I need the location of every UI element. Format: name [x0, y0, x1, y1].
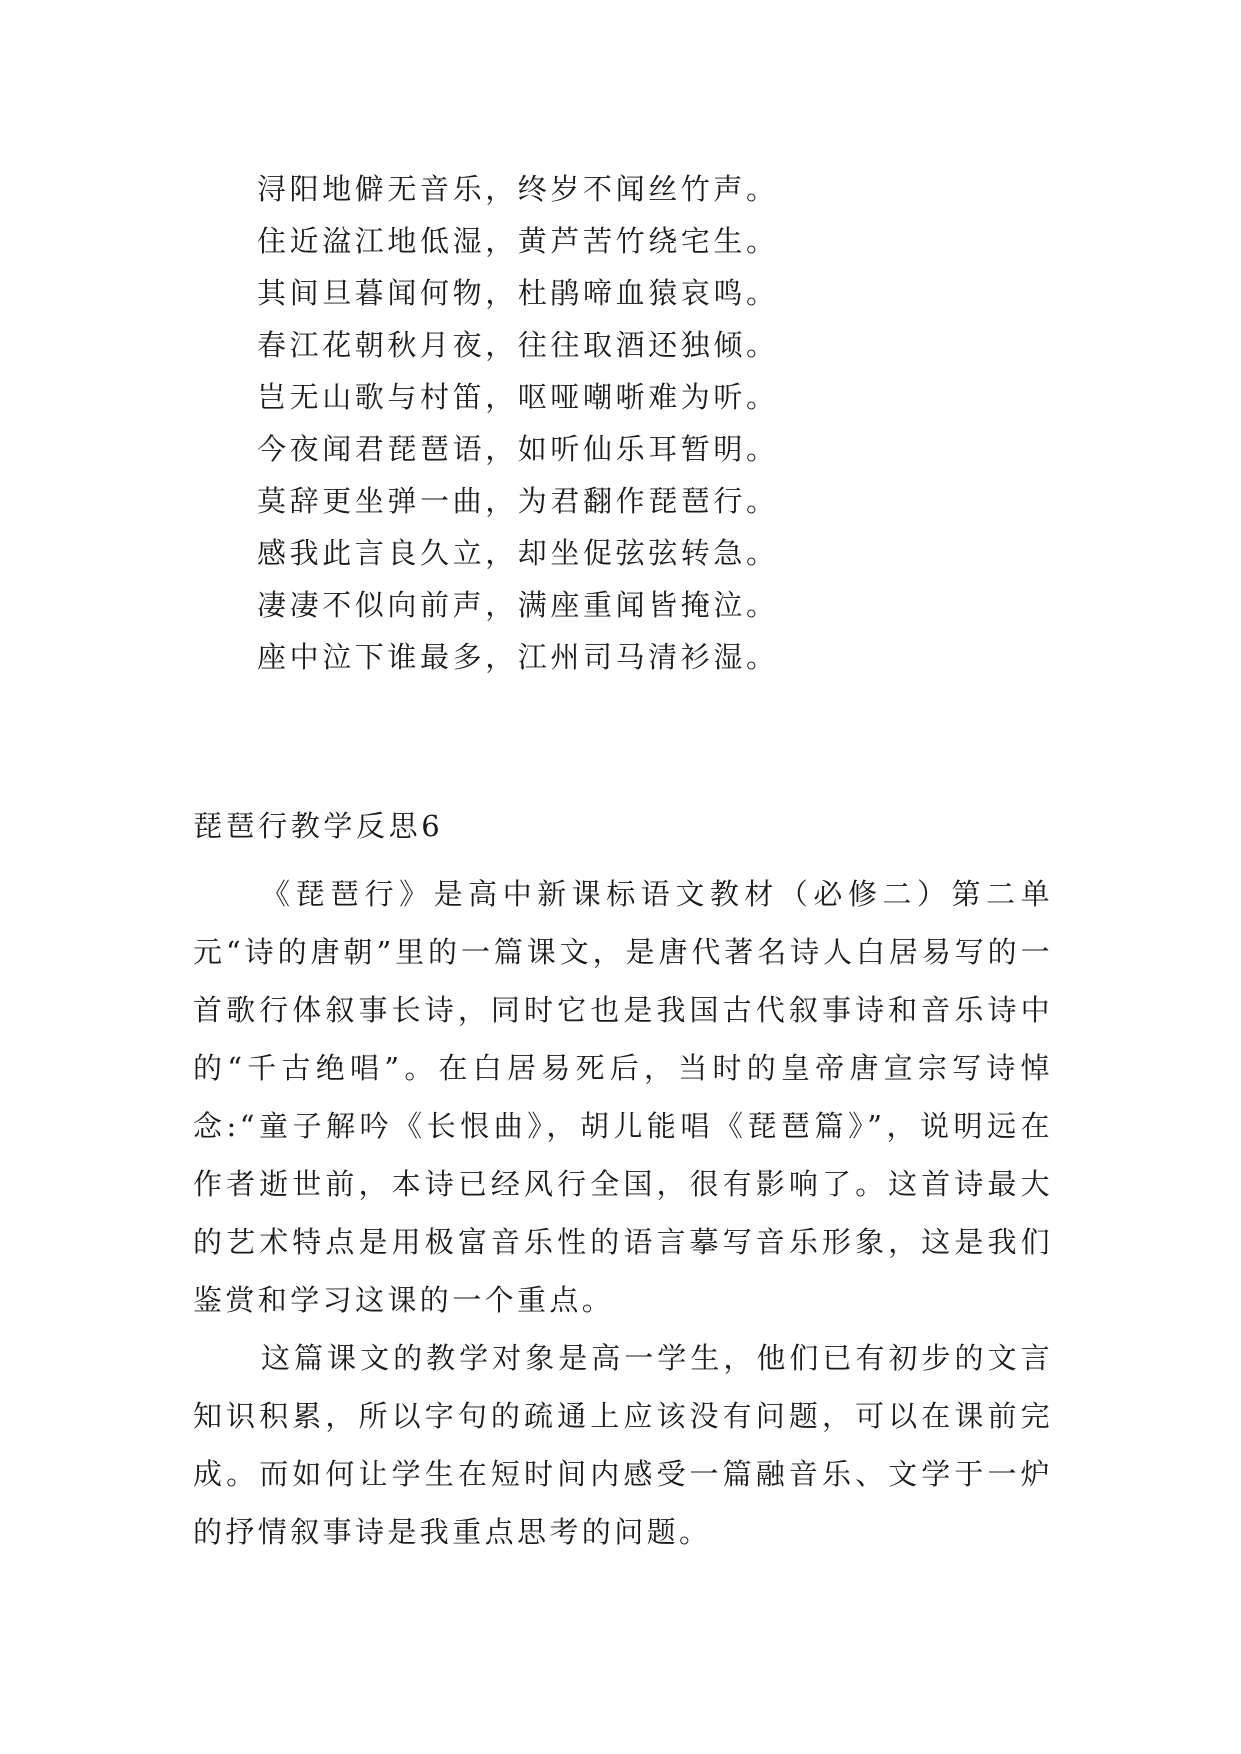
poem-line: 座中泣下谁最多，江州司马清衫湿。 [257, 640, 779, 674]
poem-line: 春江花朝秋月夜，往往取酒还独倾。 [257, 328, 779, 362]
poem-line: 感我此言良久立，却坐促弦弦转急。 [257, 536, 779, 570]
poem-line: 今夜闻君琵琶语，如听仙乐耳暂明。 [257, 432, 779, 466]
poem-block [257, 163, 1057, 683]
poem-line: 岂无山歌与村笛，呕哑嘲哳难为听。 [257, 380, 779, 414]
poem-line: 其间旦暮闻何物，杜鹃啼血猿哀鸣。 [257, 276, 779, 310]
section-title: 琵琶行教学反思6 [193, 809, 444, 843]
paragraph: 《琵琶行》是高中新课标语文教材（必修二）第二单元“诗的唐朝”里的一篇课文，是唐代著名诗人白居易写的一首歌行体叙事长诗，同时它也是我国古代叙事诗和音乐诗中的“千古绝唱”。在白居易死后，当时的皇帝唐宣宗写诗悼念:“童子解吟《长恨曲》，胡儿能唱《琵琶篇》”，说明远在作者逝世前，本诗已经风行全国，很有影响了。这首诗最大的艺术特点是用极富音乐性的语言摹写音乐形象，这是我们鉴赏和学习这课的一个重点。 [193, 877, 1053, 1317]
poem-line: 住近湓江地低湿，黄芦苦竹绕宅生。 [257, 224, 779, 258]
paragraph: 这篇课文的教学对象是高一学生，他们已有初步的文言知识积累，所以字句的疏通上应该没有问题，可以在课前完成。而如何让学生在短时间内感受一篇融音乐、文学于一炉的抒情叙事诗是我重点思考的问题。 [193, 1341, 1053, 1549]
poem-line: 浔阳地僻无音乐，终岁不闻丝竹声。 [257, 172, 779, 206]
poem-line: 莫辞更坐弹一曲，为君翻作琵琶行。 [257, 484, 779, 518]
poem-line: 凄凄不似向前声，满座重闻皆掩泣。 [257, 588, 779, 622]
body-text [193, 865, 1053, 1561]
